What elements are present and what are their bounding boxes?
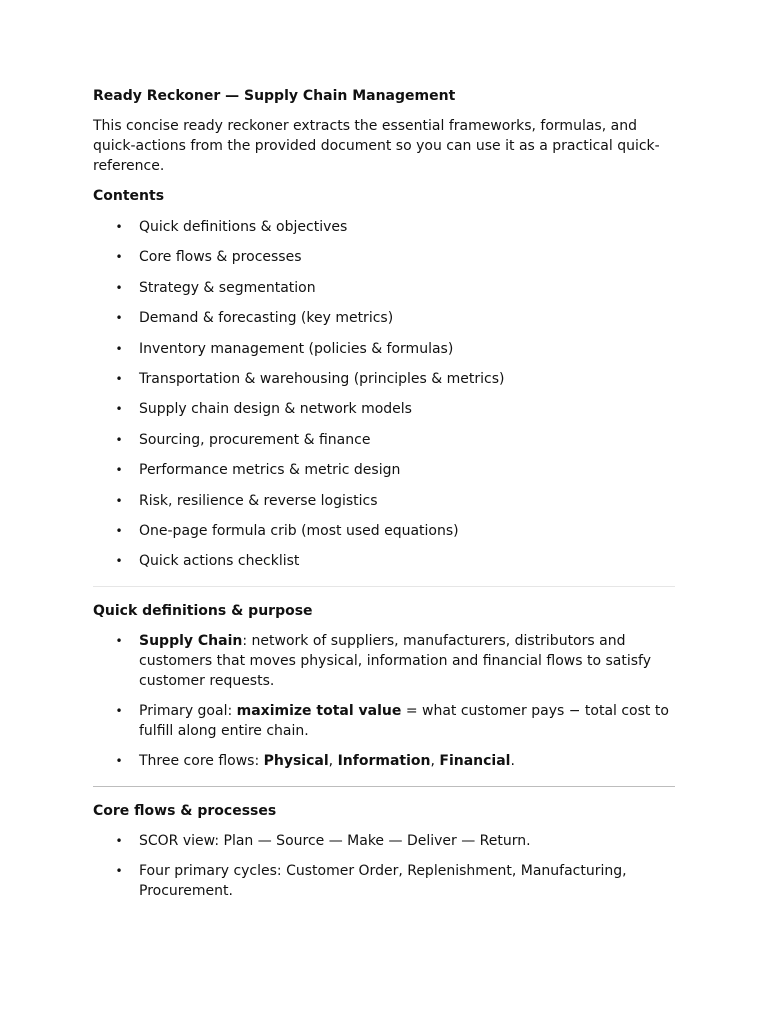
flows-prefix: Three core flows: — [139, 753, 264, 770]
list-item — [93, 701, 675, 741]
core-flow-item: Four primary cycles: Customer Order, Replenishment, Manufacturing, Procurement. — [139, 863, 627, 900]
list-item — [93, 491, 675, 511]
bullet-icon: • — [115, 704, 123, 719]
contents-heading: Contents — [93, 188, 165, 204]
list-item — [93, 831, 675, 851]
document-page — [93, 86, 675, 911]
list-item — [93, 247, 675, 267]
section-divider — [93, 786, 675, 787]
bullet-icon: • — [115, 754, 123, 769]
definition-text: : network of suppliers, manufacturers, distributors and customers that moves physical, information and financial flows to satisfy customer requests. — [139, 633, 651, 690]
contents-item-label: Performance metrics & metric design — [139, 462, 401, 479]
list-item — [93, 751, 675, 771]
contents-item-label: Transportation & warehousing (principles & metrics) — [139, 370, 505, 387]
list-item — [93, 369, 675, 389]
list-item — [93, 460, 675, 480]
core-flows-list — [93, 831, 675, 901]
contents-item-label: One-page formula crib (most used equations) — [139, 522, 459, 539]
list-item — [93, 521, 675, 541]
list-item — [93, 631, 675, 691]
contents-item-label: Sourcing, procurement & finance — [139, 431, 371, 448]
contents-item-label: Strategy & segmentation — [139, 279, 316, 296]
bullet-icon: • — [115, 523, 123, 538]
list-item — [93, 217, 675, 237]
contents-item-label: Demand & forecasting (key metrics) — [139, 310, 394, 327]
core-flow-item: SCOR view: Plan — Source — Make — Deliver — Return. — [139, 833, 531, 850]
term-supply-chain: Supply Chain — [139, 633, 243, 650]
core-flows-heading: Core flows & processes — [93, 803, 277, 820]
bullet-icon: • — [115, 834, 123, 849]
contents-item-label: Quick definitions & objectives — [139, 219, 348, 235]
definitions-heading: Quick definitions & purpose — [93, 603, 313, 620]
list-item — [93, 339, 675, 359]
bullet-icon: • — [115, 280, 123, 295]
goal-text: = what customer pays − total cost to fulfill along entire chain. — [139, 703, 669, 740]
flow-separator: , — [328, 753, 338, 770]
definitions-list — [93, 631, 675, 771]
list-item — [93, 551, 675, 571]
goal-prefix: Primary goal: — [139, 703, 237, 720]
bullet-icon: • — [115, 371, 123, 386]
list-item — [93, 308, 675, 328]
bullet-icon: • — [115, 463, 123, 478]
bullet-icon: • — [115, 311, 123, 326]
list-item — [93, 399, 675, 419]
section-divider — [93, 586, 675, 587]
bullet-icon: • — [115, 250, 123, 265]
contents-item-label: Inventory management (policies & formulas) — [139, 340, 454, 357]
contents-item-label: Quick actions checklist — [139, 553, 300, 570]
bullet-icon: • — [115, 341, 123, 356]
bullet-icon: • — [115, 493, 123, 508]
flow-physical: Physical — [263, 753, 329, 770]
intro-paragraph: This concise ready reckoner extracts the essential frameworks, formulas, and quick-actions from the provided document so you can use it as a practical quick-reference. — [93, 118, 660, 174]
bullet-icon: • — [115, 220, 123, 234]
list-item — [93, 861, 675, 901]
contents-item-label: Risk, resilience & reverse logistics — [139, 492, 378, 509]
bullet-icon: • — [115, 554, 123, 569]
term-total-value: maximize total value — [236, 703, 402, 720]
flow-financial: Financial — [439, 753, 511, 770]
contents-item-label: Supply chain design & network models — [139, 401, 412, 418]
bullet-icon: • — [115, 432, 123, 447]
list-item — [93, 430, 675, 450]
bullet-icon: • — [115, 634, 123, 649]
bullet-icon: • — [115, 402, 123, 417]
flows-end: . — [510, 753, 515, 770]
contents-list — [93, 217, 675, 571]
bullet-icon: • — [115, 864, 123, 879]
flow-information: Information — [337, 753, 431, 770]
flow-separator: , — [430, 753, 440, 770]
contents-item-label: Core flows & processes — [139, 249, 302, 266]
list-item — [93, 278, 675, 298]
document-title: Ready Reckoner — Supply Chain Management — [93, 88, 456, 104]
